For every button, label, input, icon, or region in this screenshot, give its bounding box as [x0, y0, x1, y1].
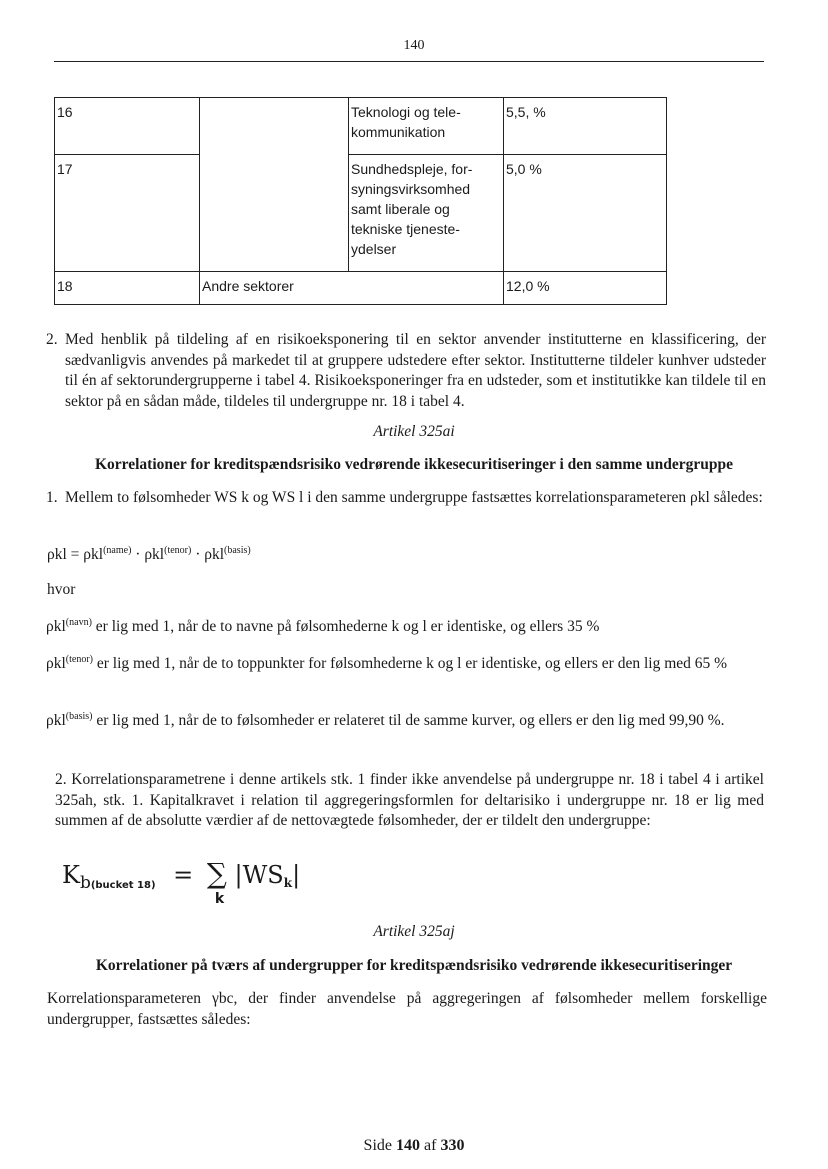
paragraph-text: Med henblik på tildeling af en risikoeksponering til en sektor anvender institutterne en klassificering, der sædvanligvis anvendes på markedet til at gruppere udstedere efter sektor. Institutterne tildeler kunhver udsteder til én af sektorundergrupperne i tabel 4. Risikoeksponeringer fra en udsteder, som et institutikke kan tildele til en sektor på en sådan måde, tildeles til undergruppe nr. 18 i tabel 4. — [65, 331, 766, 410]
page-footer: Side 140 af 330 — [363, 1137, 465, 1154]
definition-tenor: ρkl$^{(tenor)}$ er lig med 1, når de to toppunkter for følsomhederne k og l er identiske, og ellers er den lig med 65 % — [46, 654, 728, 672]
definition-basis: ρkl$^{(basis)}$ er lig med 1, når de to følsomheder er relateret til de samme kurver, og ellers er den lig med 99,90 %. — [46, 711, 725, 729]
table-cell-group: Andre sektorer — [200, 272, 504, 305]
bucket-18-formula: $K_{b(bucket 18)}$ = ∑ k |WSk| — [62, 857, 301, 907]
article-heading: Korrelationer for kreditspændsrisiko vedrørende ikkesecuritiseringer i den samme undergruppe — [94, 456, 734, 473]
sector-table — [54, 97, 667, 305]
table-cell-sector: Sundhedspleje, for- syningsvirksomhed samt liberale og tekniske tjeneste- ydelser — [349, 155, 504, 272]
paragraph-number: 1. — [46, 489, 58, 506]
paragraph-text: Mellem to følsomheder WS k og WS l i den samme undergruppe fastsættes korrelationsparameteren ρkl således: — [65, 489, 763, 506]
table-cell-num: 16 — [55, 98, 200, 155]
table-cell-weight: 5,5, % — [504, 98, 667, 155]
header-rule — [54, 61, 764, 62]
table-row — [55, 272, 667, 305]
article-paragraph-2: 2. Korrelationsparametrene i denne artikels stk. 1 finder ikke anvendelse på undergruppe nr. 18 i tabel 4 i artikel 325ah, stk. 1. Kapitalkravet i relation til aggregeringsformlen for deltarisiko i undergruppe nr. 18 er lig med summen af de absolutte værdier af de nettovægtede følsomheder, der er tildelt den undergruppe: — [55, 771, 764, 829]
article-paragraph-1 — [46, 488, 766, 509]
table-cell-weight: 5,0 % — [504, 155, 667, 272]
paragraph-2 — [46, 330, 766, 412]
table-cell-num: 17 — [55, 155, 200, 272]
table-cell-group — [200, 98, 349, 272]
article-label: Artikel 325aj — [373, 923, 455, 940]
article-heading: Korrelationer på tværs af undergrupper for kreditspændsrisiko vedrørende ikkesecuritiseringer — [95, 957, 733, 974]
table-cell-sector: Teknologi og tele- kommunikation — [349, 98, 504, 155]
hvor-label: hvor — [47, 581, 76, 598]
page-number: 140 — [403, 38, 425, 53]
table-cell-weight: 12,0 % — [504, 272, 667, 305]
table-cell-num: 18 — [55, 272, 200, 305]
table-row — [55, 155, 667, 272]
article-label: Artikel 325ai — [373, 423, 455, 440]
paragraph-number: 2. — [46, 331, 58, 348]
correlation-formula: ρkl = ρkl$^{(name)}$ · ρkl$^{(tenor)}$ · ρkl$^{(basis)}$ — [47, 545, 251, 563]
table-row — [55, 98, 667, 155]
article-paragraph: Korrelationsparameteren γbc, der finder anvendelse på aggregeringen af følsomheder mellem forskellige undergrupper, fastsættes således: — [47, 990, 767, 1028]
definition-navn: ρkl$^{(navn)}$ er lig med 1, når de to navne på følsomhederne k og l er identiske, og ellers 35 % — [46, 617, 600, 635]
